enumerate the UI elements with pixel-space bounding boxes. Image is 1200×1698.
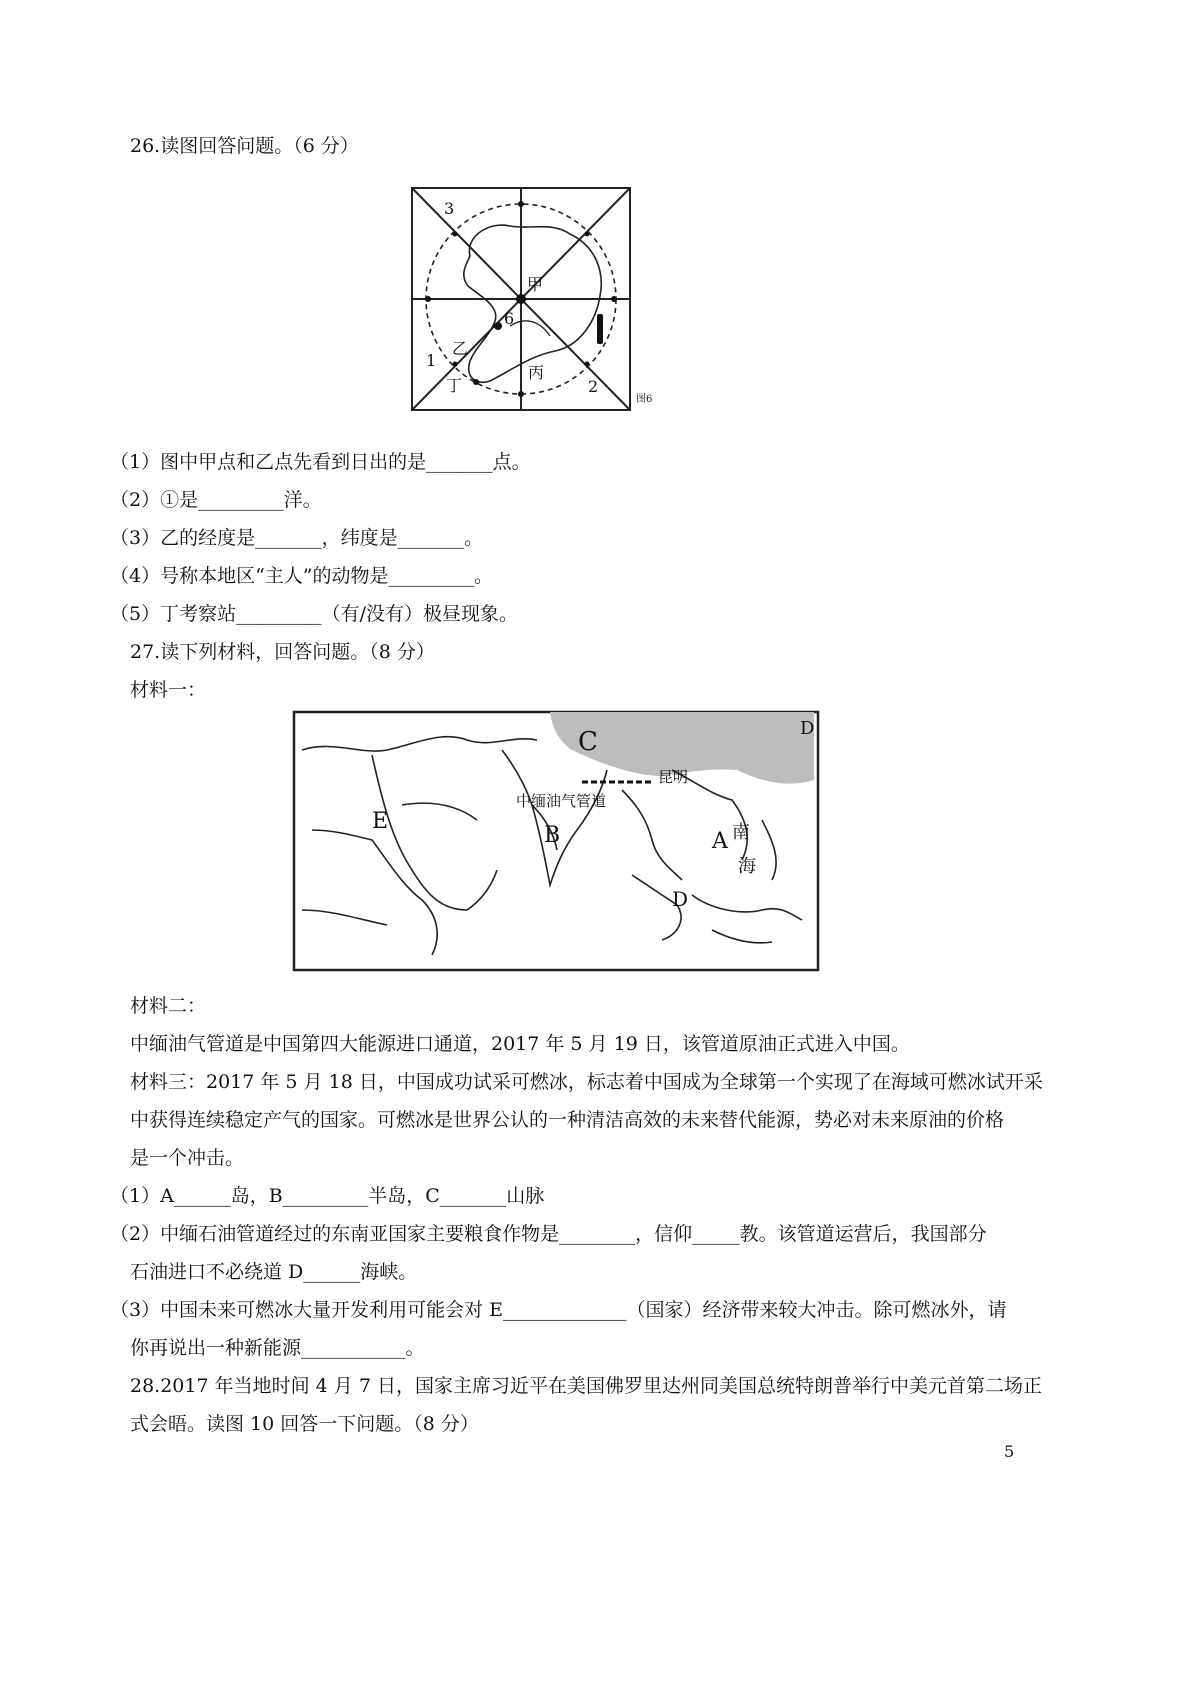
q28-line-2: 式会晤。读图 10 回答一下问题。（8 分） xyxy=(130,1413,479,1435)
map-label-c: C xyxy=(578,727,598,757)
map-label-a: A xyxy=(712,829,728,854)
q27-material1-heading: 材料一： xyxy=(130,679,207,701)
map-sea-label-1: 南 xyxy=(732,822,750,843)
antarctica-polar-map xyxy=(410,186,710,416)
map-label-d-top: D xyxy=(800,718,815,739)
q27-material3-line-2: 中获得连续稳定产气的国家。可燃冰是世界公认的一种清洁高效的未来替代能源，势必对未来原油的价格 xyxy=(130,1109,1005,1131)
q27-item-3: （3）中国未来可燃冰大量开发利用可能会对 E_____________（国家）经济带来较大冲击。除可燃冰外，请 xyxy=(110,1299,1007,1321)
q26-item-1: （1）图中甲点和乙点先看到日出的是_______点。 xyxy=(110,451,531,473)
fig26-label-2: 2 xyxy=(588,377,599,396)
q27-item-2: （2）中缅石油管道经过的东南亚国家主要粮食作物是________，信仰_____教。该管道运营后，我国部分 xyxy=(110,1223,987,1245)
q27-material3-line-3: 是一个冲击。 xyxy=(130,1147,245,1169)
fig26-label-3: 3 xyxy=(444,199,455,218)
map-pipeline-label: 中缅油气管道 xyxy=(516,792,607,810)
q26-item-3: （3）乙的经度是_______，纬度是_______。 xyxy=(110,527,484,549)
q26-item-5: （5）丁考察站_________（有/没有）极昼现象。 xyxy=(110,603,518,625)
fig26-label-jia: 甲 xyxy=(527,275,544,294)
q26-item-2: （2）①是_________洋。 xyxy=(110,489,322,511)
q27-material2-text: 中缅油气管道是中国第四大能源进口通道，2017 年 5 月 19 日，该管道原油正式进入中国。 xyxy=(130,1033,910,1055)
fig26-label-6: 6 xyxy=(504,309,515,328)
q26-title: 26.读图回答问题。（6 分） xyxy=(130,135,359,157)
map-label-d-strait: D xyxy=(672,887,689,911)
q27-item-3-cont: 你再说出一种新能源___________。 xyxy=(130,1337,425,1359)
q27-item-2-cont: 石油进口不必绕道 D______海峡。 xyxy=(130,1261,418,1283)
q27-material2-heading: 材料二： xyxy=(130,995,207,1017)
fig26-label-ding: 丁 xyxy=(446,376,463,395)
fig26-label-bing: 丙 xyxy=(528,363,545,382)
south-asia-map xyxy=(292,710,822,980)
fig26-label-1: 1 xyxy=(426,351,437,370)
q27-item-1: （1）A______岛，B_________半岛，C_______山脉 xyxy=(110,1185,545,1207)
fig26-label-yi: 乙 xyxy=(452,339,469,358)
map-label-e: E xyxy=(372,809,389,834)
map-label-b: B xyxy=(544,823,561,848)
map-sea-label-2: 海 xyxy=(738,856,756,877)
q27-material3-line-1: 材料三：2017 年 5 月 18 日，中国成功试采可燃冰，标志着中国成为全球第一个实现了在海域可燃冰试开采 xyxy=(130,1071,1043,1093)
q26-item-4: （4）号称本地区“主人”的动物是_________。 xyxy=(110,565,494,587)
q27-title: 27.读下列材料，回答问题。（8 分） xyxy=(130,641,435,663)
map-kunming-label: 昆明 xyxy=(658,768,689,786)
fig26-caption: 图6 xyxy=(636,394,653,405)
page-number: 5 xyxy=(1004,1442,1015,1461)
q28-line-1: 28.2017 年当地时间 4 月 7 日，国家主席习近平在美国佛罗里达州同美国总统特朗普举行中美元首第二场正 xyxy=(130,1375,1042,1397)
